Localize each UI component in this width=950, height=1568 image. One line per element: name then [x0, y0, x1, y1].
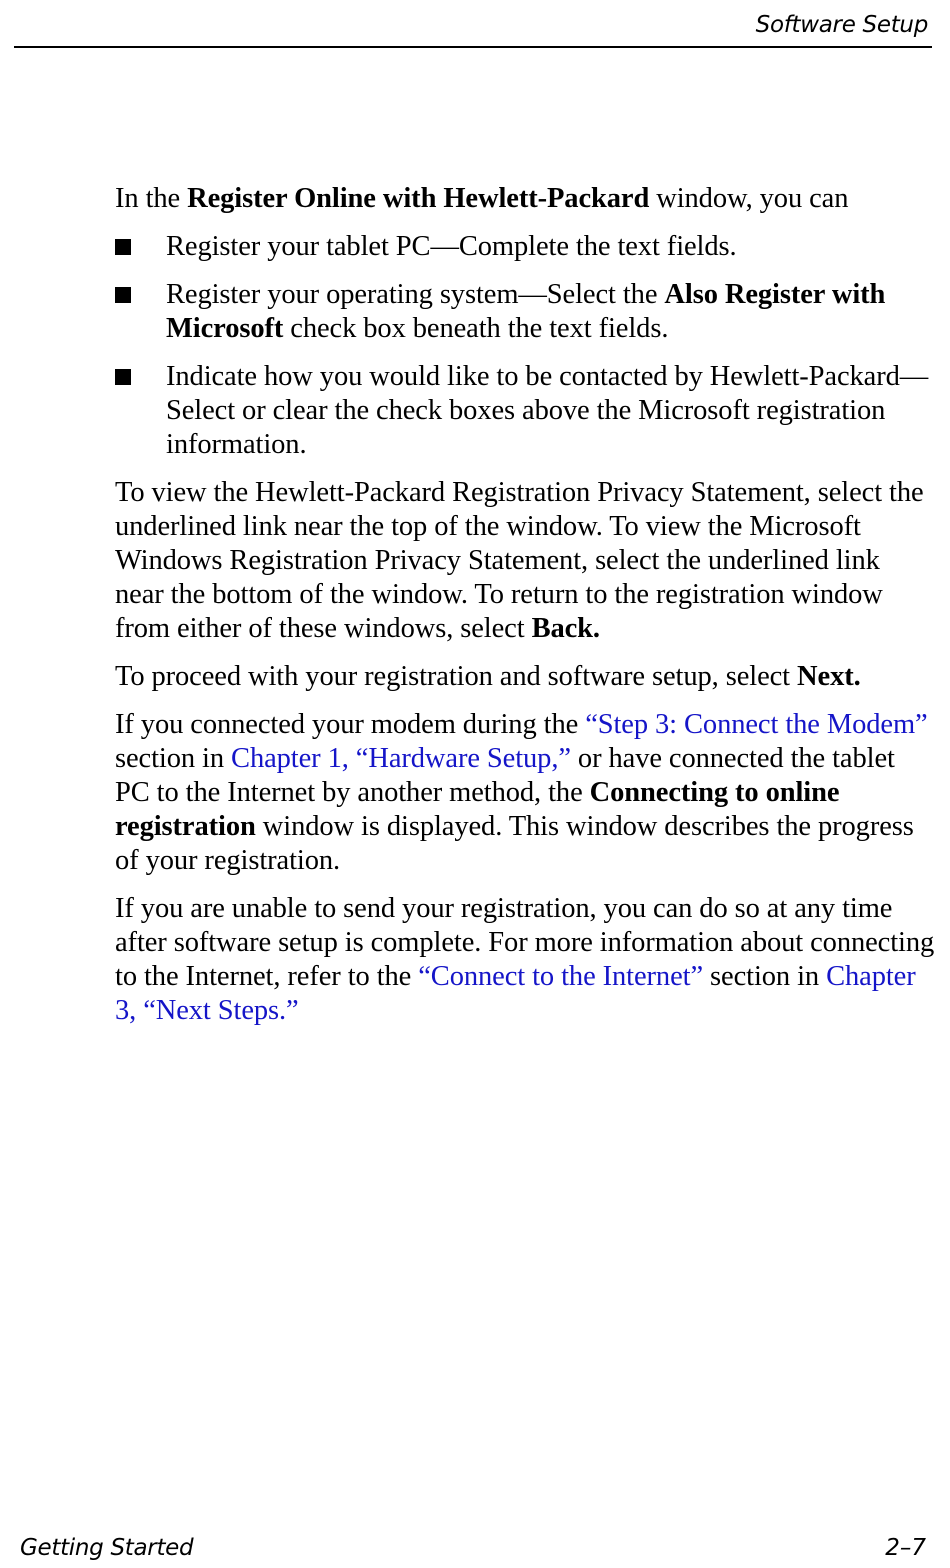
- unable-text-mid: section in: [703, 961, 827, 992]
- proceed-paragraph: [115, 660, 935, 694]
- intro-text-end: window, you can: [649, 183, 849, 214]
- bullet-text: Register your tablet PC—Complete the text fields.: [166, 231, 737, 262]
- bullet-text: Register your operating system—Select the: [166, 279, 665, 310]
- back-label: Back.: [531, 613, 600, 644]
- footer-page-number: 2–7: [885, 1535, 926, 1561]
- chapter1-hardware-setup-link[interactable]: Chapter 1, “Hardware Setup,”: [231, 743, 571, 774]
- page-body: [115, 182, 935, 1042]
- square-bullet-icon: [115, 369, 131, 385]
- unable-paragraph: [115, 892, 935, 1028]
- modem-text-mid2: or have connected the tablet PC to the Internet by another method, the: [115, 743, 895, 808]
- modem-paragraph: [115, 708, 935, 878]
- step3-connect-modem-link[interactable]: “Step 3: Connect the Modem”: [585, 709, 928, 740]
- header-rule: [14, 46, 932, 48]
- footer-book-title: Getting Started: [20, 1535, 194, 1561]
- privacy-text: To view the Hewlett-Packard Registration Privacy Statement, select the underlined link near the top of the window. To view the Microsoft Windows Registration Privacy Statement, select the underlined link near the bottom of the window. To return to the registration window from either of these windows, select: [115, 477, 924, 644]
- square-bullet-icon: [115, 239, 131, 255]
- intro-text: In the: [115, 183, 188, 214]
- connect-internet-link[interactable]: “Connect to the Internet”: [418, 961, 704, 992]
- unable-text: If you are unable to send your registration, you can do so at any time after software setup is complete. For more information about connecting to the Internet, refer to the: [115, 893, 935, 992]
- bullet-text: Indicate how you would like to be contacted by Hewlett-Packard—Select or clear the check boxes above the Microsoft registration information.: [166, 361, 929, 460]
- list-item: [115, 230, 935, 264]
- privacy-paragraph: [115, 476, 935, 646]
- proceed-text: To proceed with your registration and software setup, select: [115, 661, 798, 692]
- modem-text-mid: section in: [115, 743, 232, 774]
- next-label: Next.: [797, 661, 861, 692]
- chapter3-next-steps-link[interactable]: Chapter 3, “Next Steps.”: [115, 961, 916, 1026]
- running-head-title: Software Setup: [755, 12, 928, 38]
- intro-window-name: Register Online with Hewlett-Packard: [187, 183, 650, 214]
- list-item: [115, 360, 935, 462]
- connecting-window-name: Connecting to online registration: [115, 777, 840, 842]
- bullet-checkbox-name: Also Register with Microsoft: [166, 279, 886, 344]
- modem-text-end: window is displayed. This window describes the progress of your registration.: [115, 811, 914, 876]
- square-bullet-icon: [115, 287, 131, 303]
- modem-text: If you connected your modem during the: [115, 709, 586, 740]
- list-item: [115, 278, 935, 346]
- bullet-list: [115, 230, 935, 462]
- intro-paragraph: [115, 182, 935, 216]
- bullet-text-end: check box beneath the text fields.: [283, 313, 669, 344]
